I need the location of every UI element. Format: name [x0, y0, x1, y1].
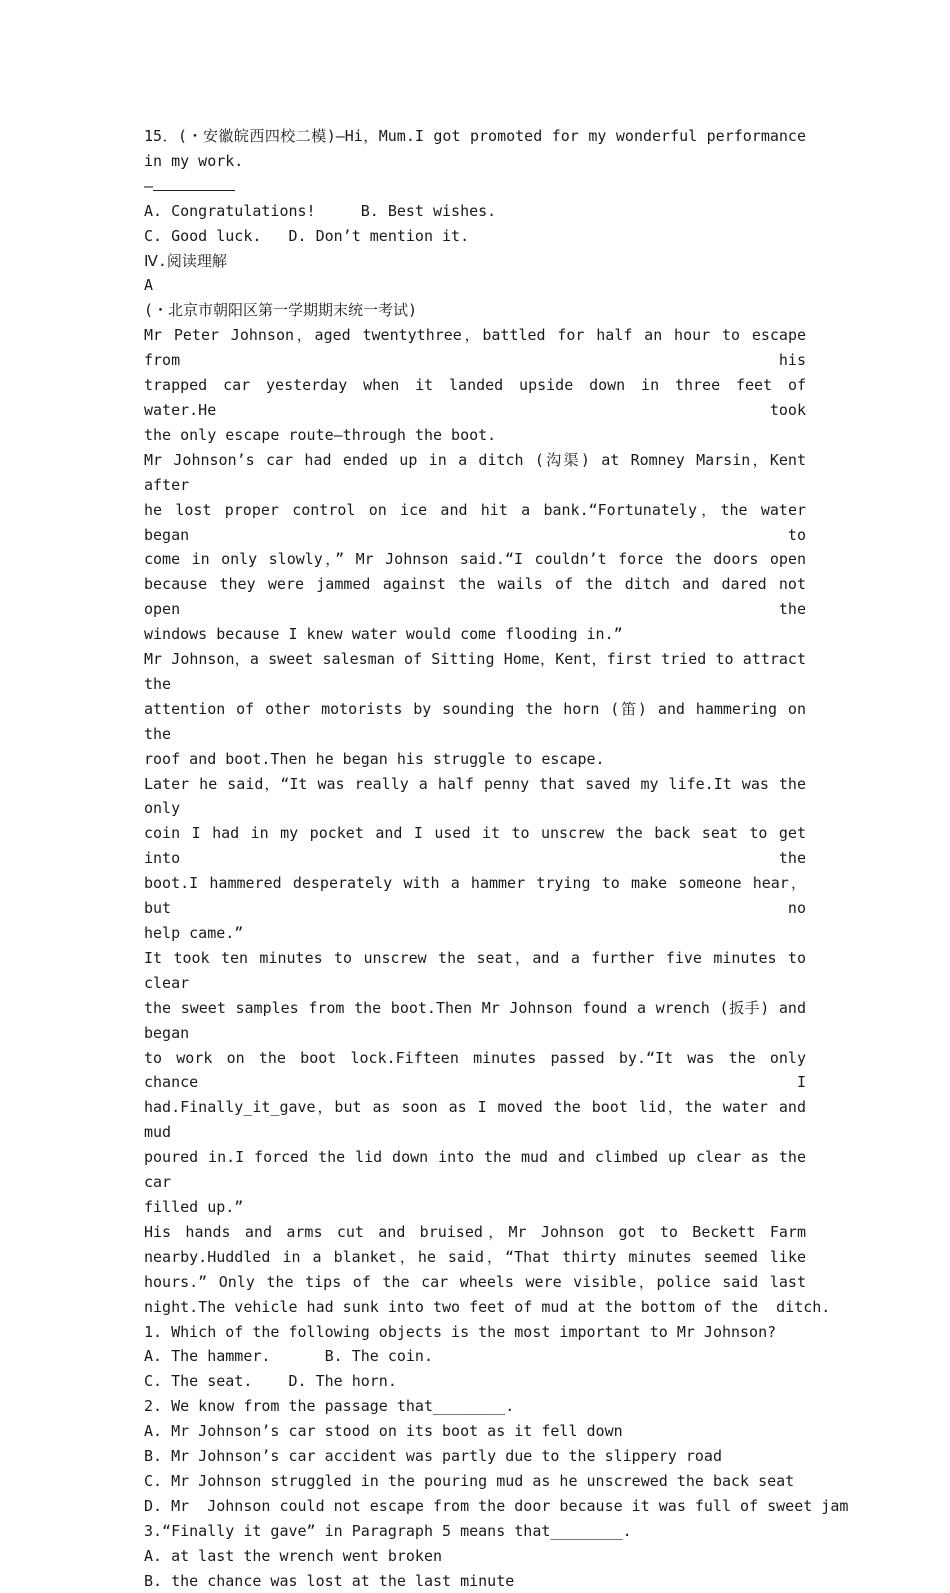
- answer-blank: [153, 176, 235, 191]
- passage-line: coin I had in my pocket and I used it to unscrew the back seat to get into the: [144, 821, 806, 871]
- passage-line: the only escape route—through the boot.: [144, 423, 806, 448]
- question-stem: 1. Which of the following objects is the most important to Mr Johnson?: [144, 1320, 806, 1345]
- passage-line: he lost proper control on ice and hit a bank.“Fortunately，the water began to: [144, 498, 806, 548]
- passage-line: Later he said，“It was really a half penny that saved my life.It was the only: [144, 772, 806, 822]
- passage-line: trapped car yesterday when it landed upside down in three feet of water.He took: [144, 373, 806, 423]
- passage-line: filled up.”: [144, 1195, 806, 1220]
- question-option: C. The seat. D. The horn.: [144, 1369, 806, 1394]
- question-stem: 2. We know from the passage that________.: [144, 1394, 806, 1419]
- passage-line: attention of other motorists by sounding the horn (笛) and hammering on the: [144, 697, 806, 747]
- question-15-line-cont: in my work.: [144, 149, 806, 174]
- passage-paragraph: [144, 448, 806, 647]
- passage-paragraph: [144, 772, 806, 946]
- part-label: A: [144, 273, 806, 298]
- passage-line: had.Finally_it_gave，but as soon as I moved the boot lid，the water and mud: [144, 1095, 806, 1145]
- passage-line: Mr Johnson，a sweet salesman of Sitting Home，Kent，first tried to attract the: [144, 647, 806, 697]
- question-option: A. at last the wrench went broken: [144, 1544, 806, 1569]
- question-stem: 3.“Finally it gave” in Paragraph 5 means that________.: [144, 1519, 806, 1544]
- question-15-options-cd: C. Good luck. D. Don’t mention it.: [144, 224, 806, 249]
- passage-line: nearby.Huddled in a blanket，he said，“That thirty minutes seemed like: [144, 1245, 806, 1270]
- reading-passage: [144, 323, 806, 1319]
- document-page: [144, 124, 806, 1593]
- reading-questions: [144, 1320, 806, 1593]
- passage-line: poured in.I forced the lid down into the mud and climbed up clear as the car: [144, 1145, 806, 1195]
- passage-line: because they were jammed against the wails of the ditch and dared not open the: [144, 572, 806, 622]
- passage-line: to work on the boot lock.Fifteen minutes passed by.“It was the only chance I: [144, 1046, 806, 1096]
- question-option: B. Mr Johnson’s car accident was partly due to the slippery road: [144, 1444, 806, 1469]
- dash: —: [144, 177, 153, 195]
- passage-line: help came.”: [144, 921, 806, 946]
- passage-line: come in only slowly，” Mr Johnson said.“I couldn’t force the doors open: [144, 547, 806, 572]
- question-option: A. Mr Johnson’s car stood on its boot as it fell down: [144, 1419, 806, 1444]
- passage-paragraph: [144, 647, 806, 772]
- passage-line: windows because I knew water would come flooding in.”: [144, 622, 806, 647]
- passage-line: night.The vehicle had sunk into two feet of mud at the bottom of the ditch.: [144, 1295, 806, 1320]
- passage-paragraph: [144, 946, 806, 1220]
- question-option: B. the chance was lost at the last minute: [144, 1569, 806, 1593]
- passage-line: Mr Johnson’s car had ended up in a ditch (沟渠) at Romney Marsin，Kent after: [144, 448, 806, 498]
- question-option: D. Mr Johnson could not escape from the door because it was full of sweet jam: [144, 1494, 806, 1519]
- question-option: A. The hammer. B. The coin.: [144, 1344, 806, 1369]
- passage-line: boot.I hammered desperately with a hammer trying to make someone hear，but no: [144, 871, 806, 921]
- question-option: C. Mr Johnson struggled in the pouring mud as he unscrewed the back seat: [144, 1469, 806, 1494]
- passage-line: His hands and arms cut and bruised，Mr Johnson got to Beckett Farm: [144, 1220, 806, 1245]
- passage-paragraph: [144, 323, 806, 448]
- question-15-options-ab: A. Congratulations! B. Best wishes.: [144, 199, 806, 224]
- passage-source: (・北京市朝阳区第一学期期末统一考试): [144, 298, 806, 323]
- passage-line: roof and boot.Then he began his struggle to escape.: [144, 747, 806, 772]
- passage-line: Mr Peter Johnson，aged twentythree，battled for half an hour to escape from his: [144, 323, 806, 373]
- section-heading: Ⅳ.阅读理解: [144, 249, 806, 274]
- passage-line: the sweet samples from the boot.Then Mr Johnson found a wrench (扳手) and began: [144, 996, 806, 1046]
- question-15-line: 15．(・安徽皖西四校二模)—Hi，Mum.I got promoted for my wonderful performance: [144, 124, 806, 149]
- passage-line: It took ten minutes to unscrew the seat，and a further five minutes to clear: [144, 946, 806, 996]
- passage-paragraph: [144, 1220, 806, 1320]
- answer-blank-line: [144, 174, 806, 199]
- passage-line: hours.” Only the tips of the car wheels were visible，police said last: [144, 1270, 806, 1295]
